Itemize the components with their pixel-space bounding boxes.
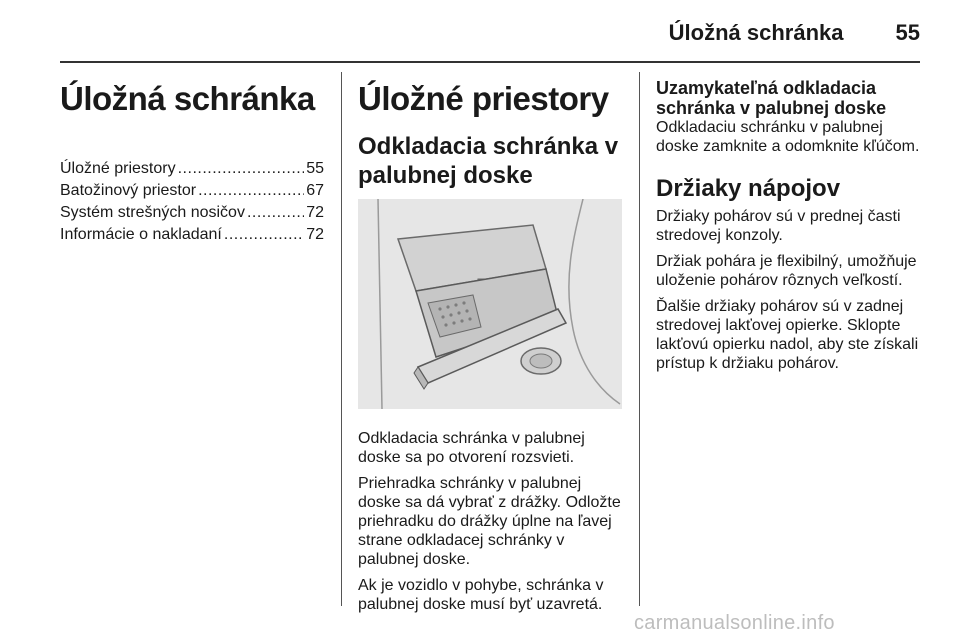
toc-leader: [178, 158, 305, 180]
running-header: [669, 20, 920, 46]
toc-entry[interactable]: [60, 158, 324, 180]
paragraph: Ak je vozidlo v pohybe, schránka v palubnej doske musí byť uzavretá.: [358, 577, 604, 613]
toc-entry[interactable]: [60, 224, 324, 246]
watermark: carmanualsonline.info: [634, 612, 835, 634]
toc-leader: [247, 202, 304, 224]
paragraph: Odkladacia schránka v palubnej doske sa po otvorení rozsvieti.: [358, 430, 585, 466]
toc-label: Informácie o nakladaní: [60, 226, 222, 243]
paragraph: Držiak pohára je flexibilný, umožňuje uloženie pohárov rôznych veľkostí.: [656, 253, 917, 289]
section-title: Úložné priestory: [358, 80, 609, 117]
toc-leader: [224, 224, 304, 246]
column-storage: [358, 72, 622, 621]
cupholders-heading: Držiaky nápojov: [656, 175, 841, 202]
table-of-contents: [60, 158, 324, 246]
toc-entry[interactable]: [60, 202, 324, 224]
column-divider: [341, 72, 342, 606]
toc-label: Úložné priestory: [60, 160, 176, 177]
toc-label: Systém strešných nosičov: [60, 204, 245, 221]
lockable-glovebox-heading: Uzamykateľná odkladacia schránka v palubnej doske: [656, 78, 887, 118]
toc-entry[interactable]: [60, 180, 324, 202]
paragraph: Odkladaciu schránku v palubnej doske zamknite a odomknite kľúčom.: [656, 119, 920, 155]
header-rule: [60, 61, 920, 63]
toc-leader: [198, 180, 304, 202]
subsection-title: Odkladacia schránka v palubnej doske: [358, 133, 619, 189]
toc-page: 72: [306, 204, 324, 221]
header-title: Úložná schránka: [668, 20, 844, 45]
toc-page: 67: [306, 182, 324, 199]
glovebox-drawing: [358, 199, 622, 409]
chapter-title: Úložná schránka: [60, 80, 315, 117]
toc-label: Batožinový priestor: [60, 182, 197, 199]
paragraph: Ďalšie držiaky pohárov sú v zadnej stredovej lakťovej opierke. Sklopte lakťovú opierku nadol, aby ste získali prístup k držiaku pohárov.: [656, 298, 919, 372]
page-number: 55: [895, 20, 920, 45]
toc-page: 55: [306, 160, 324, 177]
glovebox-illustration: [358, 199, 622, 409]
paragraph: Držiaky pohárov sú v prednej časti stredovej konzoly.: [656, 208, 901, 244]
paragraph: Priehradka schránky v palubnej doske sa dá vybrať z drážky. Odložte priehradku do drážky úplne na ľavej strane odkladacej schránky v palubnej doske.: [358, 475, 621, 568]
toc-page: 72: [306, 226, 324, 243]
column-toc: [60, 72, 324, 246]
column-cupholders: [656, 72, 926, 380]
column-divider: [639, 72, 640, 606]
